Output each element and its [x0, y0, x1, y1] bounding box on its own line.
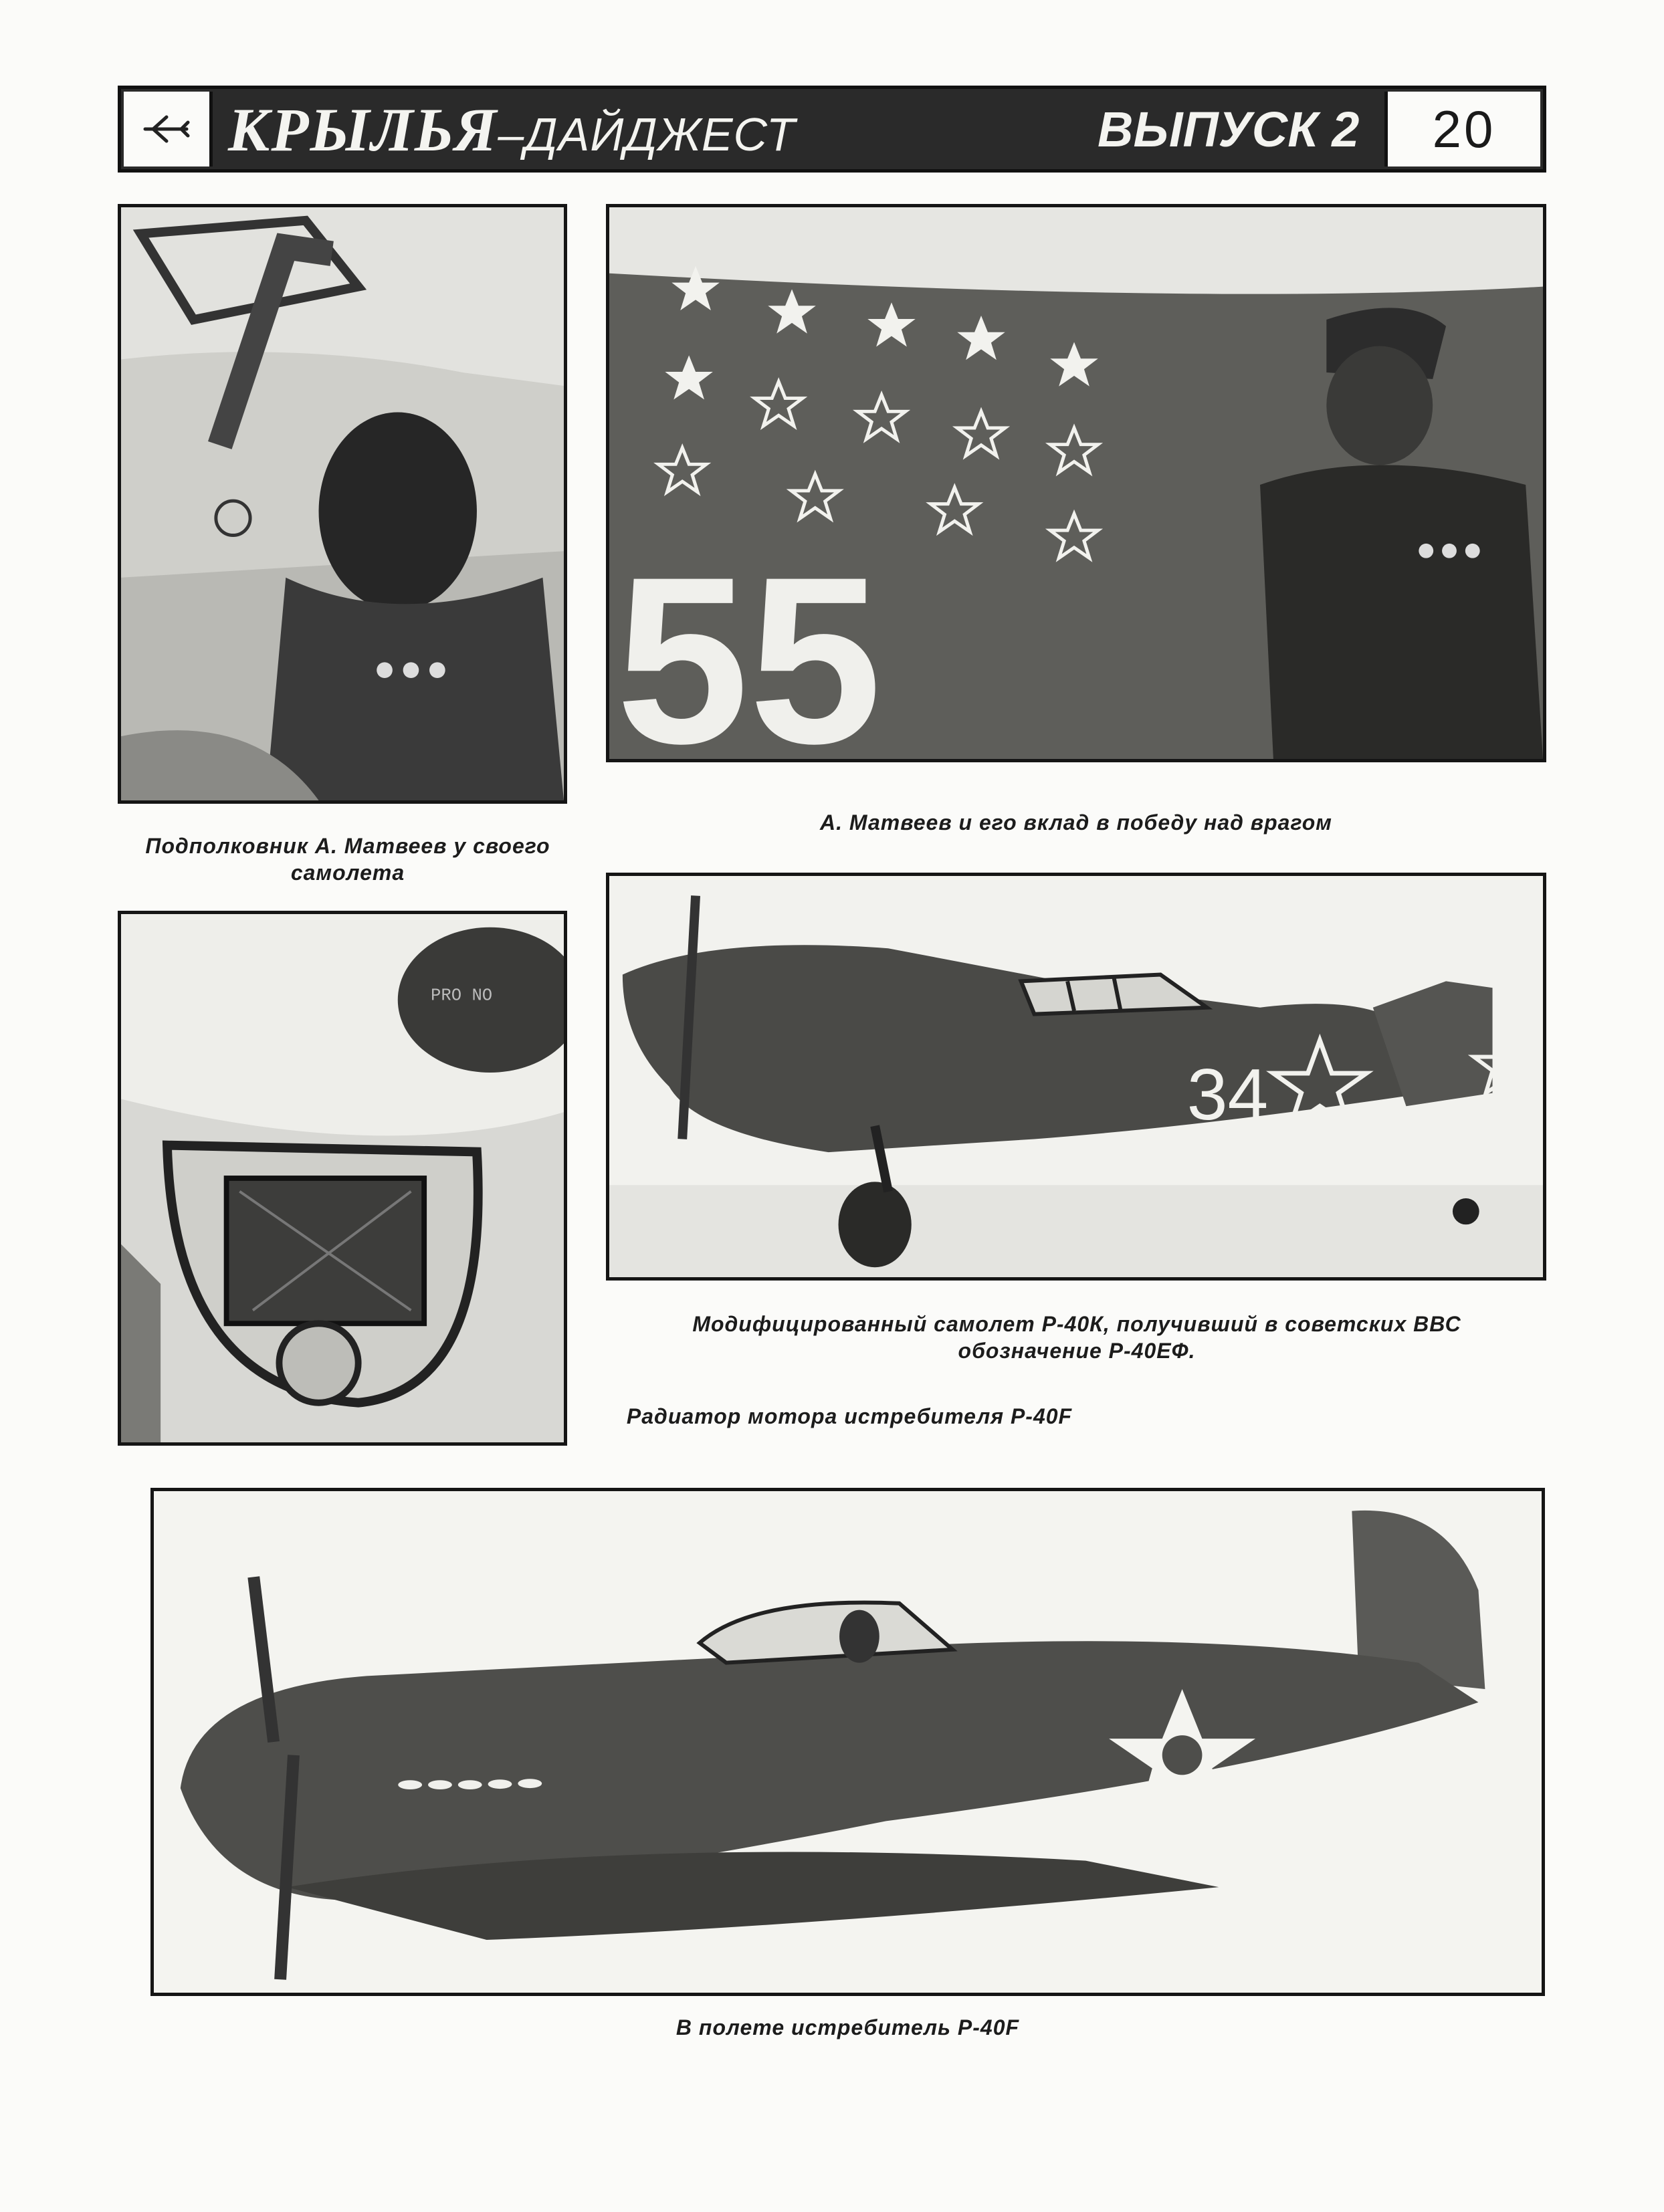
magazine-header [118, 86, 1546, 173]
magazine-title-main: КРЫЛЬЯ [228, 96, 498, 164]
pilot-caption: Подполковник А. Матвеев у своего самолета [145, 834, 550, 885]
p40f-flight-photo [150, 1488, 1545, 1996]
aircraft-number-34: 34 [1186, 1055, 1269, 1135]
issue-label: ВЫПУСК 2 [1098, 102, 1360, 157]
p40f-flight-caption: В полете истребитель Р-40F [675, 2015, 1020, 2039]
tail-stars-photo [606, 204, 1546, 762]
radiator-caption: Радиатор мотора истребителя Р-40F [626, 1404, 1073, 1428]
radiator-photo [118, 911, 567, 1446]
airplane-icon [140, 108, 193, 150]
p40k-caption: Модифицированный самолет Р-40К, получивший в советских ВВС обозначение Р-40ЕФ. [692, 1312, 1461, 1363]
tail-stars-caption: А. Матвеев и его вклад в победу над врагом [820, 810, 1332, 835]
logo-box [124, 92, 213, 167]
p40k-photo [606, 873, 1546, 1281]
pilot-photo [118, 204, 567, 804]
page-number: 20 [1384, 92, 1540, 167]
svg-text:PRO NO: PRO NO [431, 986, 493, 1006]
magazine-title-sub: –ДАЙДЖЕСТ [498, 108, 796, 160]
magazine-title [228, 93, 796, 167]
aircraft-number-55: 55 [615, 527, 882, 759]
